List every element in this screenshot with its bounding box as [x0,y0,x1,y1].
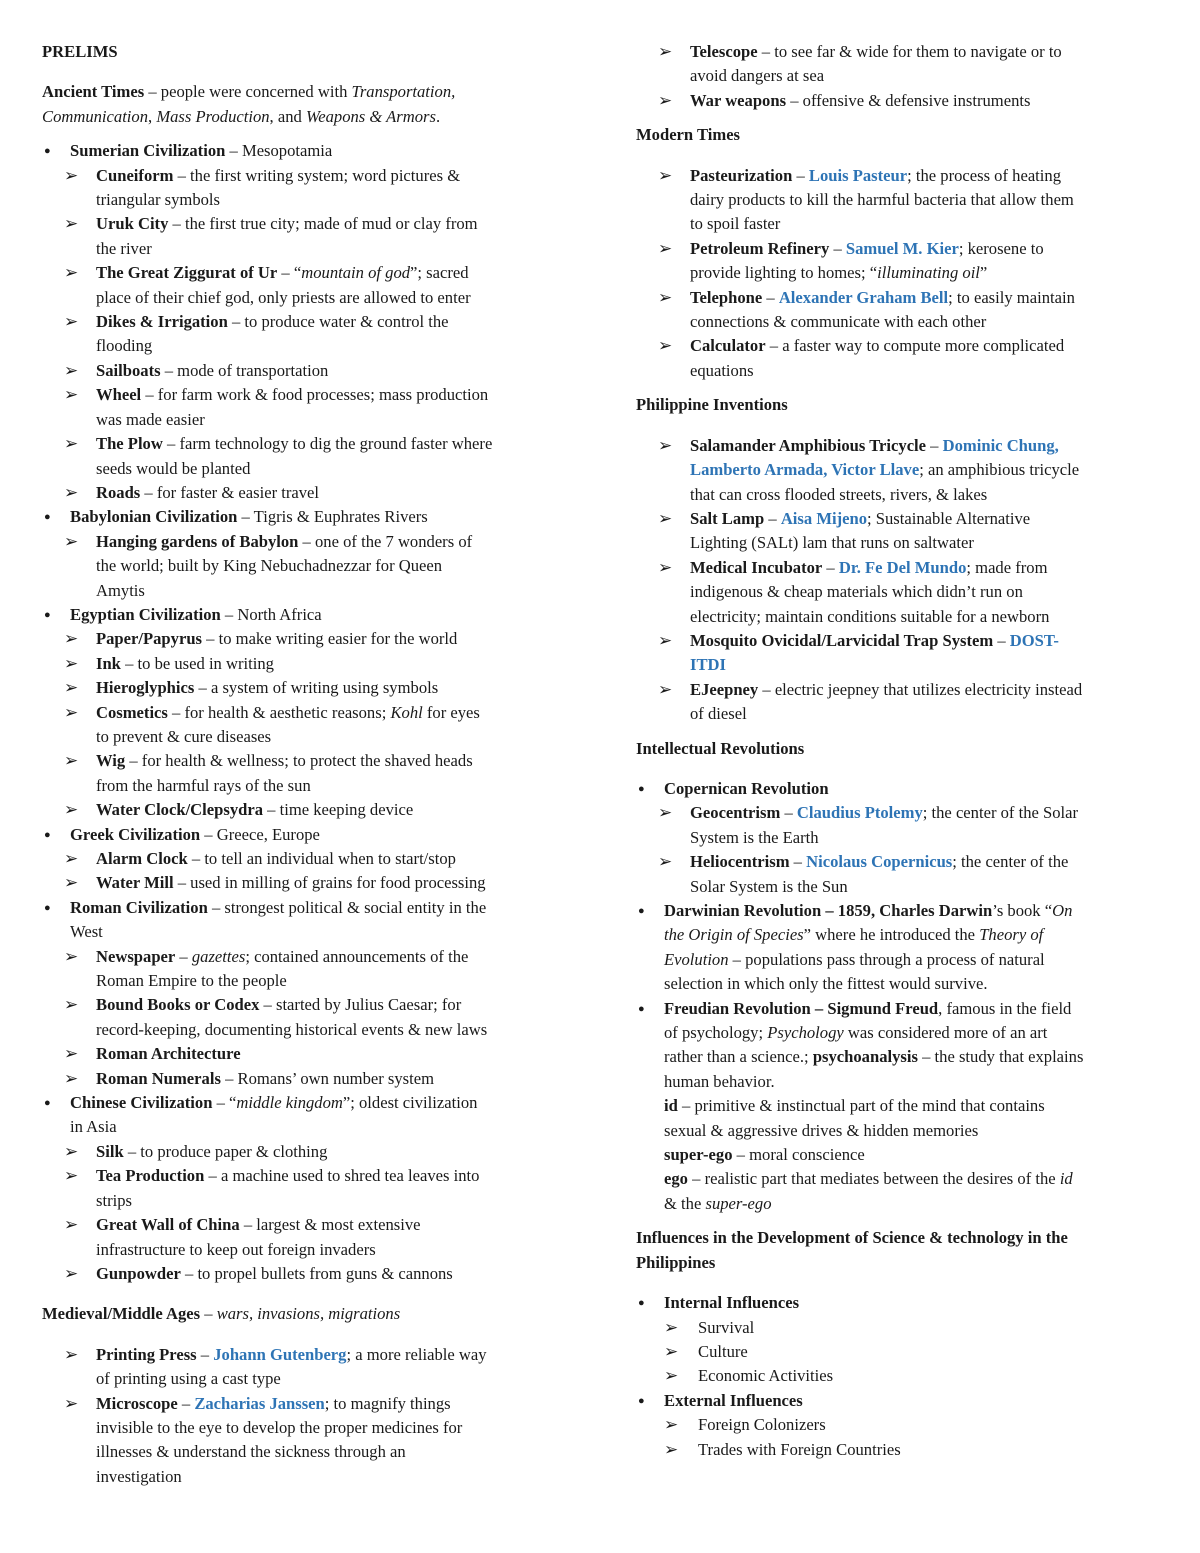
freudian-revolution: ● Freudian Revolution – Sigmund Freud, famous in the field [636,997,1166,1021]
list-item-cont: strips [96,1190,132,1210]
list-item: ➢ Pasteurization – Louis Pasteur; the process of heating [636,164,1166,188]
list-item-cont: ITDI [690,655,726,675]
freudian-cont: of psychology; Psychology was considered more of an art [664,1023,1048,1043]
list-item: ➢ The Great Ziggurat of Ur – “mountain of god”; sacred [42,261,582,285]
list-item-cont: electricity; maintain conditions suitable for a newborn [690,606,1050,626]
sumerian-civilization: ● Sumerian Civilization – Mesopotamia [42,139,582,163]
intellectual-revolutions-heading: Intellectual Revolutions [636,738,805,758]
list-item-cont: record-keeping, documenting historical events & new laws [96,1019,488,1039]
list-item: ➢ Telescope – to see far & wide for them to navigate or to [636,40,1166,64]
modern-times-heading: Modern Times [636,125,741,145]
roman-civilization: ● Roman Civilization – strongest political & social entity in the [42,896,582,920]
list-item: ➢ Telephone – Alexander Graham Bell; to easily maintain [636,286,1166,310]
list-item-cont: indigenous & cheap materials which didn’t run on [690,582,1023,602]
list-item: ➢ Calculator – a faster way to compute more complicated [636,334,1166,358]
list-item-cont: to prevent & cure diseases [96,726,272,746]
list-item: ➢ Geocentrism – Claudius Ptolemy; the center of the Solar [636,801,1166,825]
list-item-cont: seeds would be planted [96,458,251,478]
list-item-cont: System is the Earth [690,827,819,847]
list-item: ➢ Microscope – Zacharias Janssen; to magnify things [42,1392,582,1416]
list-item-cont: invisible to the eye to develop the proper medicines for [96,1417,463,1437]
list-item-cont: connections & communicate with each other [690,312,987,332]
list-item: ➢ Bound Books or Codex – started by Julius Caesar; for [42,993,582,1017]
philippine-inventions-heading: Philippine Inventions [636,395,788,415]
roman-civilization-cont: West [70,922,103,942]
list-item-cont: flooding [96,336,153,356]
list-item-cont: of printing using a cast type [96,1369,281,1389]
freudian-cont: sexual & aggressive drives & hidden memories [664,1120,979,1140]
list-item-cont: Roman Empire to the people [96,971,287,991]
darwinian-revolution: ● Darwinian Revolution – 1859, Charles Darwin’s book “On [636,899,1166,923]
list-item-cont: illnesses & understand the sickness through an [96,1442,406,1462]
list-item: ➢ Alarm Clock – to tell an individual when to start/stop [42,847,582,871]
ancient-times-intro: Ancient Times – people were concerned with Transportation, [42,82,456,102]
medieval-heading: Medieval/Middle Ages – wars, invasions, migrations [42,1304,401,1324]
copernican-revolution: ● Copernican Revolution [636,777,1166,801]
list-item: ➢ Hanging gardens of Babylon – one of the 7 wonders of [42,530,582,554]
babylonian-civilization: ● Babylonian Civilization – Tigris & Euphrates Rivers [42,505,582,529]
chinese-civilization-cont: in Asia [70,1117,117,1137]
list-item: ➢ Hieroglyphics – a system of writing using symbols [42,676,582,700]
list-item: ➢ Heliocentrism – Nicolaus Copernicus; the center of the [636,850,1166,874]
list-item: ➢ Newspaper – gazettes; contained announcements of the [42,945,582,969]
list-item: ➢ Water Clock/Clepsydra – time keeping device [42,798,582,822]
darwinian-cont: Evolution – populations pass through a process of natural [664,949,1045,969]
list-item: ➢ Economic Activities [636,1364,1166,1388]
list-item: ➢ Gunpowder – to propel bullets from guns & cannons [42,1262,582,1286]
influences-heading-cont: Philippines [636,1252,716,1272]
darwinian-cont: selection in which only the fittest would survive. [664,974,988,994]
list-item: ➢ Medical Incubator – Dr. Fe Del Mundo; made from [636,556,1166,580]
list-item: ➢ EJeepney – electric jeepney that utilizes electricity instead [636,678,1166,702]
freudian-super-ego: super-ego – moral conscience [664,1145,865,1165]
list-item-cont: equations [690,360,754,380]
list-item: ➢ Roman Architecture [42,1042,582,1066]
list-item: ➢ Salamander Amphibious Tricycle – Dominic Chung, [636,434,1166,458]
list-item: ➢ Mosquito Ovicidal/Larvicidal Trap System – DOST- [636,629,1166,653]
list-item-cont: to spoil faster [690,214,781,234]
freudian-cont: human behavior. [664,1071,775,1091]
list-item: ➢ Roads – for faster & easier travel [42,481,582,505]
list-item-cont: the river [96,238,152,258]
list-item: ➢ Trades with Foreign Countries [636,1438,1166,1462]
list-item: ➢ Survival [636,1316,1166,1340]
list-item: ➢ Salt Lamp – Aisa Mijeno; Sustainable Alternative [636,507,1166,531]
list-item-cont: triangular symbols [96,190,220,210]
list-item: ➢ Cosmetics – for health & aesthetic reasons; Kohl for eyes [42,701,582,725]
list-item-cont: of diesel [690,704,747,724]
list-item: ➢ Uruk City – the first true city; made of mud or clay from [42,212,582,236]
list-item-cont: from the harmful rays of the sun [96,775,311,795]
freudian-ego: ego – realistic part that mediates between the desires of the id [664,1169,1073,1189]
list-item: ➢ Cuneiform – the first writing system; word pictures & [42,164,582,188]
list-item-cont: was made easier [96,409,205,429]
list-item-cont: Solar System is the Sun [690,876,848,896]
list-item-cont: the world; built by King Nebuchadnezzar for Queen [96,556,443,576]
prelims-heading: PRELIMS [42,42,118,61]
list-item: ➢ Great Wall of China – largest & most extensive [42,1213,582,1237]
list-item: ➢ Wheel – for farm work & food processes; mass production [42,383,582,407]
egyptian-civilization: ● Egyptian Civilization – North Africa [42,603,582,627]
greek-civilization: ● Greek Civilization – Greece, Europe [42,823,582,847]
list-item: ➢ War weapons – offensive & defensive instruments [636,89,1166,113]
list-item: ➢ Petroleum Refinery – Samuel M. Kier; kerosene to [636,237,1166,261]
internal-influences: ● Internal Influences [636,1291,1166,1315]
list-item: ➢ Paper/Papyrus – to make writing easier for the world [42,627,582,651]
list-item-cont: avoid dangers at sea [690,66,825,86]
list-item: ➢ Printing Press – Johann Gutenberg; a more reliable way [42,1343,582,1367]
list-item: ➢ Wig – for health & wellness; to protect the shaved heads [42,749,582,773]
influences-heading: Influences in the Development of Science & technology in the [636,1228,1068,1248]
list-item: ➢ Sailboats – mode of transportation [42,359,582,383]
list-item: ➢ Dikes & Irrigation – to produce water & control the [42,310,582,334]
ancient-times-intro-cont: Communication, Mass Production, and Weapons & Armors. [42,106,441,126]
list-item: ➢ Tea Production – a machine used to shred tea leaves into [42,1164,582,1188]
list-item-cont: provide lighting to homes; “illuminating oil” [690,263,988,283]
list-item-cont: dairy products to kill the harmful bacteria that allow them [690,190,1074,210]
list-item: ➢ Ink – to be used in writing [42,652,582,676]
list-item-cont: that can cross flooded streets, rivers, & lakes [690,484,988,504]
list-item-cont: investigation [96,1466,182,1486]
right-column [636,40,1166,1462]
list-item: ➢ Silk – to produce paper & clothing [42,1140,582,1164]
list-item-cont: place of their chief god, only priests are allowed to enter [96,287,471,307]
freudian-id: id – primitive & instinctual part of the mind that contains [664,1096,1045,1116]
list-item: ➢ Water Mill – used in milling of grains for food processing [42,871,582,895]
freudian-cont: rather than a science.; psychoanalysis – the study that explains [664,1047,1084,1067]
list-item-cont: Amytis [96,580,145,600]
list-item: ➢ Roman Numerals – Romans’ own number system [42,1067,582,1091]
freudian-cont: & the super-ego [664,1193,772,1213]
list-item-cont: infrastructure to keep out foreign invaders [96,1239,376,1259]
chinese-civilization: ● Chinese Civilization – “middle kingdom”; oldest civilization [42,1091,582,1115]
list-item-cont: Lamberto Armada, Victor Llave; an amphibious tricycle [690,460,1080,480]
list-item-cont: Lighting (SALt) lam that runs on saltwater [690,533,974,553]
list-item: ➢ Culture [636,1340,1166,1364]
external-influences: ● External Influences [636,1389,1166,1413]
left-column [42,40,582,1489]
darwinian-cont: the Origin of Species” where he introduced the Theory of [664,925,1044,945]
list-item: ➢ Foreign Colonizers [636,1413,1166,1437]
list-item: ➢ The Plow – farm technology to dig the ground faster where [42,432,582,456]
